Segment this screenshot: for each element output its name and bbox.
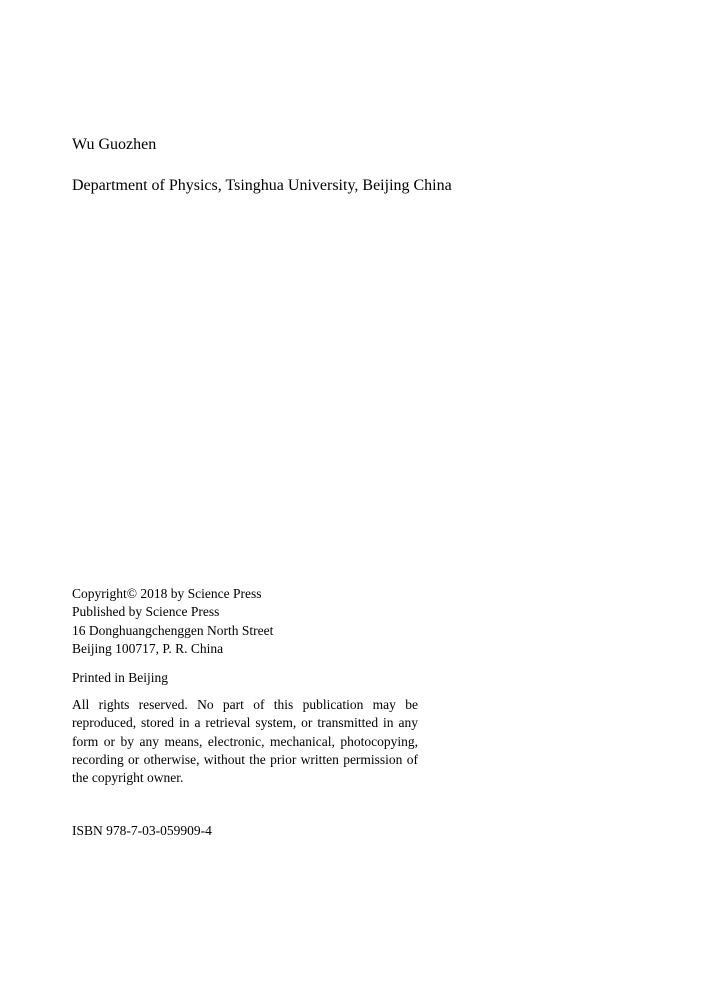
copyright-line: Copyright© 2018 by Science Press (72, 586, 262, 601)
isbn: ISBN 978-7-03-059909-4 (72, 823, 212, 838)
address-line-2: Beijing 100717, P. R. China (72, 640, 224, 656)
published-by-line: Published by Science Press (72, 604, 220, 620)
printed-in: Printed in Beijing (72, 670, 168, 685)
author-affiliation: Department of Physics, Tsinghua University, Beijing China (72, 177, 452, 194)
rights-statement: All rights reserved. No part of this publication may be reproduced, stored in a retrieval system, or transmitted in any form or by any means, electronic, mechanical, photocopying, recording or otherwise, without the prior written permission of the copyright owner. (72, 697, 418, 786)
publisher-info (72, 585, 273, 658)
address-line-1: 16 Donghuangchenggen North Street (72, 622, 274, 638)
author-name: Wu Guozhen (72, 136, 157, 153)
